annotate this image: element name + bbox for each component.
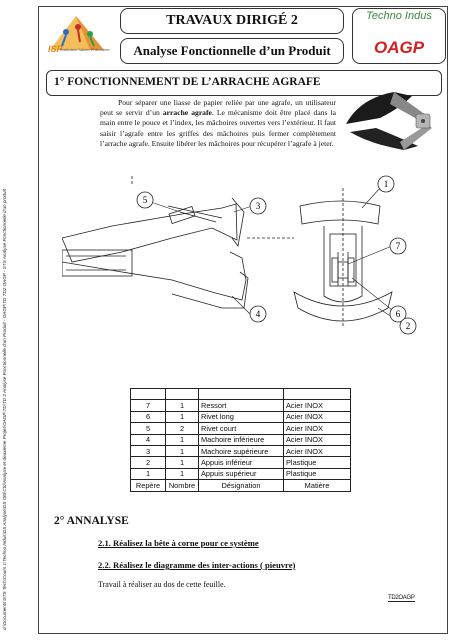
- parts-table: [130, 388, 351, 492]
- leader-6: [352, 278, 392, 310]
- front-base: [294, 292, 392, 321]
- callout-3-label: 3: [255, 201, 261, 211]
- section2-title: 2° ANNALYSE: [54, 515, 129, 527]
- work-note: Travail à réaliser au dos de cette feuille.: [98, 580, 226, 589]
- technical-drawing: [62, 168, 438, 336]
- section1-paragraph: Pour séparer une liasse de papier reliée par une agrafe, un utilisateur peut se servir d’un arrache agrafe. Le mécanisme doit être placé dans la main entre le pouce et l’index, les mâchoires ouvertes vers l’extérieur. Il faut saisir l’agrafe entre les griffes des mâchoires puis fermer complètement l’arrache agrafe. Ensuite libérer les mâchoires pour récupérer l’agrafe à jeter.: [100, 98, 337, 148]
- table-row: 2 1 Appuis inférieur Plastique: [131, 457, 351, 468]
- discipline-label: Techno Indus: [366, 10, 432, 22]
- margin-file-path: d:\Documents\STS Tech\Cours 1\Techno Indus\DS Analyse\DS Otd\Ctd\Analyse et deuxieme Projet\OAGP\TD\TD 2 Analyse Fonctionnelle d'un Produit - OAGP\TD TD2 OAGP - STS Analyse Fonctionnelle d'un produit: [2, 189, 7, 630]
- table-header-row: Repère Nombre Désignation Matière: [131, 480, 351, 491]
- callout-4-label: 4: [255, 309, 261, 319]
- table-row: 5 2 Rivet court Acier INOX: [131, 423, 351, 434]
- table-row: 3 1 Machoire supérieure Acier INOX: [131, 445, 351, 456]
- table-row: 7 1 Ressort Acier INOX: [131, 400, 351, 411]
- table-row-empty: [131, 389, 351, 400]
- page-title: TRAVAUX DIRIGÉ 2: [120, 8, 344, 34]
- table-row: 4 1 Machoire inférieure Acier INOX: [131, 434, 351, 445]
- logo-subtitle: Institution Sainte Philomène: [60, 47, 110, 52]
- front-upper-pad: [300, 201, 380, 224]
- leader-7: [348, 246, 392, 264]
- callout-1-label: 1: [383, 179, 389, 189]
- callout-2-label: 2: [405, 321, 411, 331]
- callout-5-label: 5: [142, 195, 148, 205]
- front-rivet-long: [332, 258, 338, 282]
- school-logo: [46, 12, 112, 62]
- section1-title: 1° FONCTIONNEMENT DE L’ARRACHE AGRAFE: [54, 76, 321, 88]
- page-subtitle: Analyse Fonctionnelle d’un Produit: [120, 38, 344, 64]
- lower-jaw-tooth: [172, 272, 248, 308]
- upper-grip-outline: [62, 204, 237, 262]
- staple-remover-photo: [340, 84, 438, 162]
- logo-isp-label: ISP: [48, 44, 63, 54]
- footer-code: TD2OAGP: [388, 595, 415, 601]
- callout-6-label: 6: [395, 309, 401, 319]
- task-2-2: 2.2. Réalisez le diagramme des inter-actions ( pieuvre): [98, 560, 296, 570]
- leader-4: [232, 296, 250, 314]
- table-row: 1 1 Appuis supérieur Plastique: [131, 468, 351, 479]
- task-2-1: 2.1. Réalisez la bête à corne pour ce système: [98, 538, 259, 548]
- module-label: OAGP: [373, 38, 425, 57]
- table-row: 6 1 Rivet long Acier INOX: [131, 411, 351, 422]
- callout-7-label: 7: [395, 241, 401, 251]
